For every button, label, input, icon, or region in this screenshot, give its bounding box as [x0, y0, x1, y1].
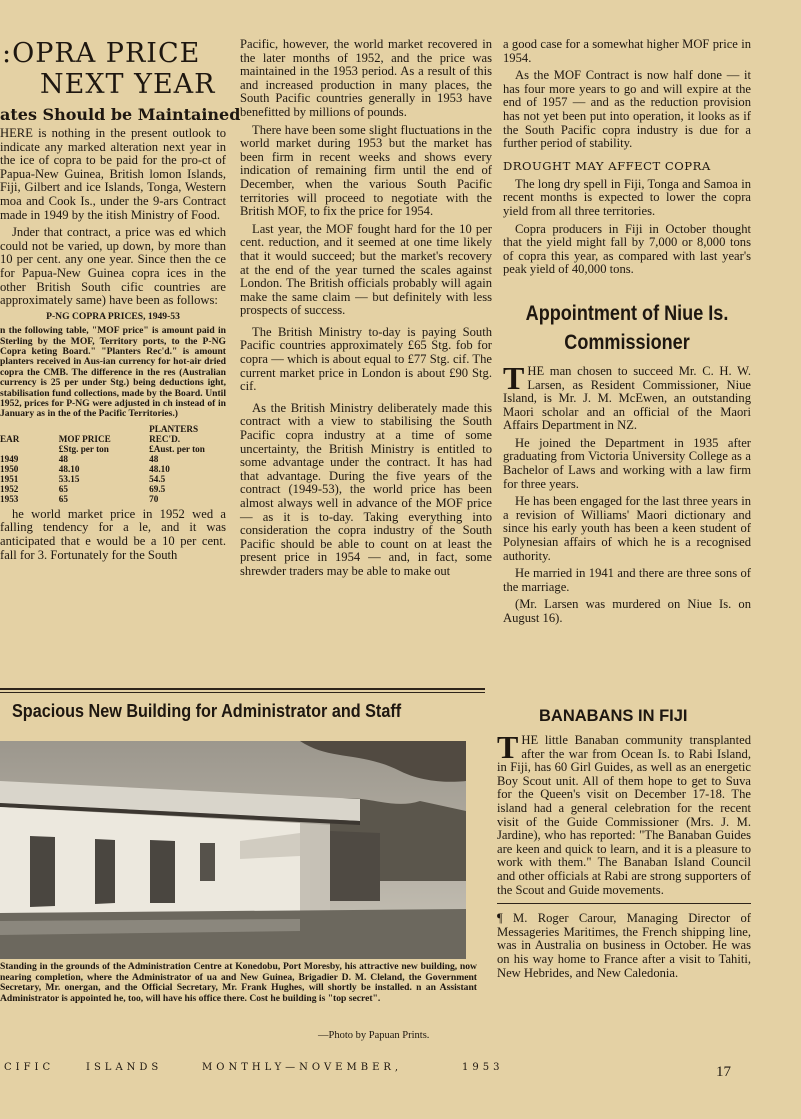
copra-paragraph-1: HERE is nothing in the present outlook to indicate any marked alteration next year in the ice of copra to be paid for the pro-ct of Papua-New Guinea, British lomon Islands, Fiji, Gilbert and ice Islands, Tonga, Western moa and Cook Is., under the 9-ars Contract made in 1949 by the itish Ministry of Food.: [0, 126, 226, 222]
table-cell: 65: [58, 483, 68, 494]
table-header-row: [0, 424, 226, 444]
copra-article-column-1: [0, 38, 241, 566]
table-cell: 48.10: [58, 463, 80, 474]
building-caption: Standing in the grounds of the Administration Centre at Konedobu, Port Moresby, his attractive new building, now nearing completion, where the Administrator of ua and New Guinea, Brigadier D. M. Cleland, the Government Secretary, Mr. onergan, and the Official Secretary, Mr. Frank Hughes, will shortly be installed. n an Assistant Administrator is appointed he, too, will have his office there. Cost he building is "top secret".: [0, 961, 477, 1004]
building-photo: [0, 741, 466, 959]
table-cell: 69.5: [149, 483, 166, 494]
copra-paragraph-8: As the British Ministry deliberately made this contract with a view to stabilising the South Pacific copra industry at a time of some uncertainty, the British Ministry is entitled to some advantage under the contract. It has had that advantage. During the five years of the contract (1949-53), the world price has been almost always well in advance of the MOF price — as it is to-day. Taking everything into consideration the copra industry of the South Pacific should be able to count on at least the present price in 1954 — and, in fact, some shrewder traders may be able to make out: [240, 400, 492, 578]
page-footer: [0, 1058, 801, 1082]
drought-heading: DROUGHT MAY AFFECT COPRA: [503, 158, 711, 173]
niue-paragraph-2: He joined the Department in 1935 after graduating from Victoria University College as a Bachelor of Laws and working with a law firm for three years.: [503, 435, 751, 491]
table-cell: 48: [149, 453, 159, 464]
banabans-divider: [497, 903, 751, 904]
niue-heading-line2: Commissioner: [564, 330, 690, 354]
table-row: [0, 454, 226, 464]
table-cell: 70: [149, 493, 159, 504]
table-cell: 1951: [0, 473, 19, 484]
table-cell: 53.15: [58, 473, 80, 484]
footer-mid: ISLANDS: [86, 1062, 163, 1073]
drought-paragraph-1: The long dry spell in Fiji, Tonga and Samoa in recent months is expected to lower the copra yield from all three territories.: [503, 176, 751, 218]
drought-paragraph-2: Copra producers in Fiji in October thought that the yield might fall by 7,000 or 8,000 tons of copra this year, as compared with last year's peak yield of 40,000 tons.: [503, 221, 751, 277]
copra-paragraph-3: he world market price in 1952 wed a falling tendency for a le, and it was anticipated that e would be a 10 per cent. fall for 3. Fortunately for the South: [0, 506, 226, 562]
table-header-year: EAR: [0, 433, 20, 444]
table-cell: 48: [58, 453, 68, 464]
table-cell: 1952: [0, 483, 19, 494]
table-row: [0, 484, 226, 494]
niue-paragraph-3: He has been engaged for the last three years in a revision of Williams' Maori dictionary and since his early youth has been a keen student of Polynesian affairs of which he is a recognised authority.: [503, 494, 751, 563]
copra-subtitle: ates Should be Maintained: [0, 105, 241, 124]
copra-paragraph-6: Last year, the MOF fought hard for the 10 per cent. reduction, and it seemed at one time likely that it would succeed; but the market's recovery at the end of the year turned the scales against London. The British officials probably will again make the same claim — but definitely with less prospects of success.: [240, 221, 492, 318]
copra-article-column-2: [240, 38, 492, 583]
niue-dropcap: T: [503, 359, 525, 396]
copra-paragraph-5: There have been some slight fluctuations in the world market during 1953 but the market has been firm in recent weeks and shows every indication of remaining firm until the end of December, when the various South Pacific territories will proceed to negotiate with the British MOF, to fix the price for 1954.: [240, 122, 492, 219]
section-divider-thin: [0, 692, 485, 693]
building-photo-illustration: [0, 741, 466, 959]
table-cell: 1950: [0, 463, 19, 474]
copra-paragraph-2: Jnder that contract, a price was ed which could not be varied, up down, by more than 10 per cent. any one year. Since then the ce for Papua-New Guinea copra ices in the other British South cific countries are approximately same) have been as follows:: [0, 225, 226, 308]
niue-paragraph-1: [503, 359, 751, 433]
footer-year: 1953: [462, 1062, 504, 1073]
niue-paragraph-1-text: HE man chosen to succeed Mr. C. H. W. Larsen, as Resident Commissioner, Niue Island, is Mr. J. M. McEwen, an outstanding Maori scholar and an official of the Maori Affairs Department in NZ.: [503, 363, 751, 433]
table-unit-mof: £Stg. per ton: [58, 443, 109, 454]
banabans-paragraph-1: [497, 729, 751, 897]
copra-table-title: P-NG COPRA PRICES, 1949-53: [46, 310, 180, 322]
table-row: [0, 464, 226, 474]
copra-paragraph-7: The British Ministry to-day is paying South Pacific countries approximately £65 Stg. fob for copra — which is about equal to £77 Stg. cif. The current market price in London is about £90 Stg. cif.: [240, 324, 492, 394]
table-unit-year: [0, 444, 59, 454]
carour-paragraph: ¶ M. Roger Carour, Managing Director of Messageries Maritimes, the French shipping line, was in Australia on business in October. He was on his way home to France after a visit to Tahiti, New Hebrides, and New Caledonia.: [497, 911, 751, 980]
photo-credit: —Photo by Papuan Prints.: [318, 1030, 430, 1041]
table-row: [0, 494, 226, 504]
table-cell: 1953: [0, 493, 19, 504]
table-unit-planters: £Aust. per ton: [149, 443, 205, 454]
copra-paragraph-9: a good case for a somewhat higher MOF price in 1954.: [503, 37, 751, 65]
banabans-paragraph-1-text: HE little Banaban community transplanted after the war from Ocean Is. to Rabi Island, in Fiji, has 60 Girl Guides, as well as an energetic Boy Scout unit. All of them hope to get to Suva for the Queen's visit on December 17-18. The island had a general celebration for the recent visit of the Guide Commissioner (Mrs. J. M. Jardine), who has reported: "The Banaban Guides are keen and quick to learn, and it is a pleasure to work with them." The Banaban Island Council and other officials at Rabi are strong supporters of the Scout and Guide movements.: [497, 733, 751, 897]
page-number: 17: [716, 1064, 731, 1080]
table-cell: 48.10: [149, 463, 170, 474]
table-header-mof: MOF PRICE: [58, 433, 111, 444]
copra-article-column-3: [503, 38, 751, 630]
table-row: [0, 474, 226, 484]
copra-paragraph-10: As the MOF Contract is now half done — it has four more years to go and will expire at the end of 1957 — and as the reduction provision has not yet been put into operation, it looks as if the South Pacific copra industry is due for a further period of stability.: [503, 68, 751, 151]
copra-paragraph-4: Pacific, however, the world market recovered in the later months of 1952, and the price was maintained in the 1953 period. As a result of this and increased production in many places, the South Pacific countries generally in 1953 have benefitted by millions of pounds.: [240, 37, 492, 119]
banabans-dropcap: T: [497, 729, 519, 765]
copra-title-line1: :OPRA PRICE: [2, 38, 201, 69]
banabans-column: [497, 707, 751, 984]
building-heading: Spacious New Building for Administrator and Staff: [12, 701, 402, 721]
table-cell: 1949: [0, 453, 19, 464]
footer-right: MONTHLY—NOVEMBER,: [202, 1062, 403, 1073]
copra-prices-table: [0, 424, 226, 504]
banabans-heading: BANABANS IN FIJI: [539, 707, 688, 725]
table-header-planters: PLANTERS REC'D.: [149, 423, 199, 444]
table-cell: 65: [58, 493, 68, 504]
table-cell: 54.5: [149, 473, 166, 484]
copra-table-note: n the following table, "MOF price" is amount paid in Sterling by the MOF, Territory ports, to the P-NG Copra keting Board." "Planters Rec'd." is amount planters received in Aus-ian currency for hot-air dried copra the CMB. The difference in the res (Australian currency is 25 per under Stg.) being deductions ight, stabilisation fund collections, made by the Board. Until 1952, prices for P-NG were adjusted in ch instead of in January as in the of the Pacific Territories.): [0, 325, 226, 420]
copra-title-line2: NEXT YEAR: [40, 69, 216, 100]
footer-left: CIFIC: [4, 1062, 55, 1073]
niue-paragraph-5: (Mr. Larsen was murdered on Niue Is. on August 16).: [503, 597, 751, 625]
table-units-row: [0, 444, 226, 454]
niue-paragraph-4: He married in 1941 and there are three sons of the marriage.: [503, 566, 751, 594]
niue-heading-line1: Appointment of Niue Is.: [525, 301, 729, 325]
section-divider: [0, 688, 485, 690]
